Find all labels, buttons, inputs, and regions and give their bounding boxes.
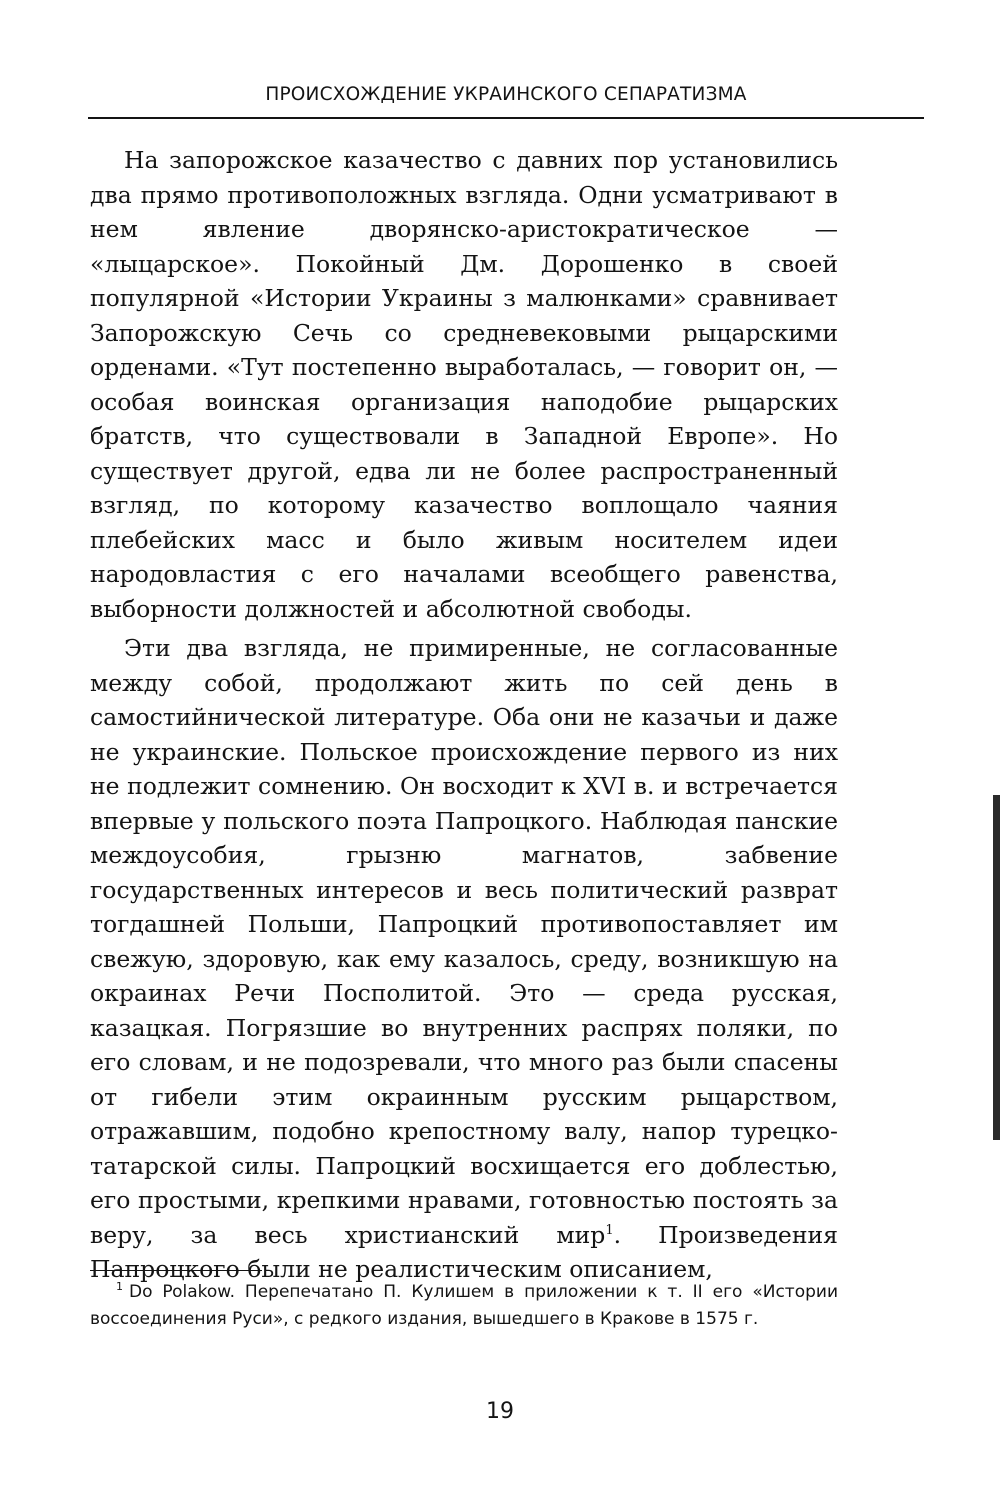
page-number: 19 bbox=[486, 1399, 514, 1424]
footnote-marker: 1 bbox=[116, 1280, 123, 1293]
footnote-rule bbox=[90, 1270, 262, 1271]
paragraph bbox=[90, 631, 838, 1287]
running-head: ПРОИСХОЖДЕНИЕ УКРАИНСКОГО СЕПАРАТИЗМА bbox=[265, 84, 747, 105]
footnote-text: Do Polakow. Перепечатано П. Кулишем в приложении к т. II его «Истории воссоединения Руси», с редкого издания, вышедшего в Кракове в 1575 г. bbox=[90, 1282, 838, 1329]
paragraph: На запорожское казачество с давних пор установились два прямо противоположных взгляда. Одни усматривают в нем явление дворянско-аристократическое — «лыцарское». Покойный Дм. Дорошенко в своей популярной «Истории Украины з малюнками» сравнивает Запорожскую Сечь со средневековыми рыцарскими орденами. «Тут постепенно выработалась, — говорит он, — особая воинская организация наподобие рыцарских братств, что существовали в Западной Европе». Но существует другой, едва ли не более распространенный взгляд, по которому казачество воплощало чаяния плебейских масс и было живым носителем идеи народовластия с его началами всеобщего равенства, выборности должностей и абсолютной свободы. bbox=[90, 146, 838, 623]
scan-edge-shadow bbox=[993, 795, 1000, 1140]
main-text bbox=[90, 143, 838, 1287]
footnote bbox=[90, 1279, 838, 1332]
paragraph-text: . Произведения Папроцкого были не реалистическим описанием, bbox=[90, 1220, 838, 1283]
paragraph-text: Эти два взгляда, не примиренные, не согласованные между собой, продолжают жить по сей день в самостийнической литературе. Оба они не казачьи и даже не украинские. Польское происхождение первого из них не подлежит сомнению. Он восходит к XVI в. и встречается впервые у польского поэта Папроцкого. Наблюдая панские междоусобия, грызню магнатов, забвение государственных интересов и весь политический разврат тогдашней Польши, Папроцкий противопоставляет им свежую, здоровую, как ему казалось, среду, возникшую на окраинах Речи Посполитой. Это — среда русская, казацкая. Погрязшие во внутренних распрях поляки, по его словам, и не подозревали, что много раз были спасены от гибели этим окраинным русским рыцарством, отражавшим, подобно крепостному валу, напор турецко-татарской силы. Папроцкий восхищается его доблестью, его простыми, крепкими нравами, готовностью постоять за веру, за весь христианский мир bbox=[90, 634, 838, 1249]
footnote-reference[interactable]: 1 bbox=[605, 1222, 614, 1238]
header-rule bbox=[88, 117, 924, 119]
